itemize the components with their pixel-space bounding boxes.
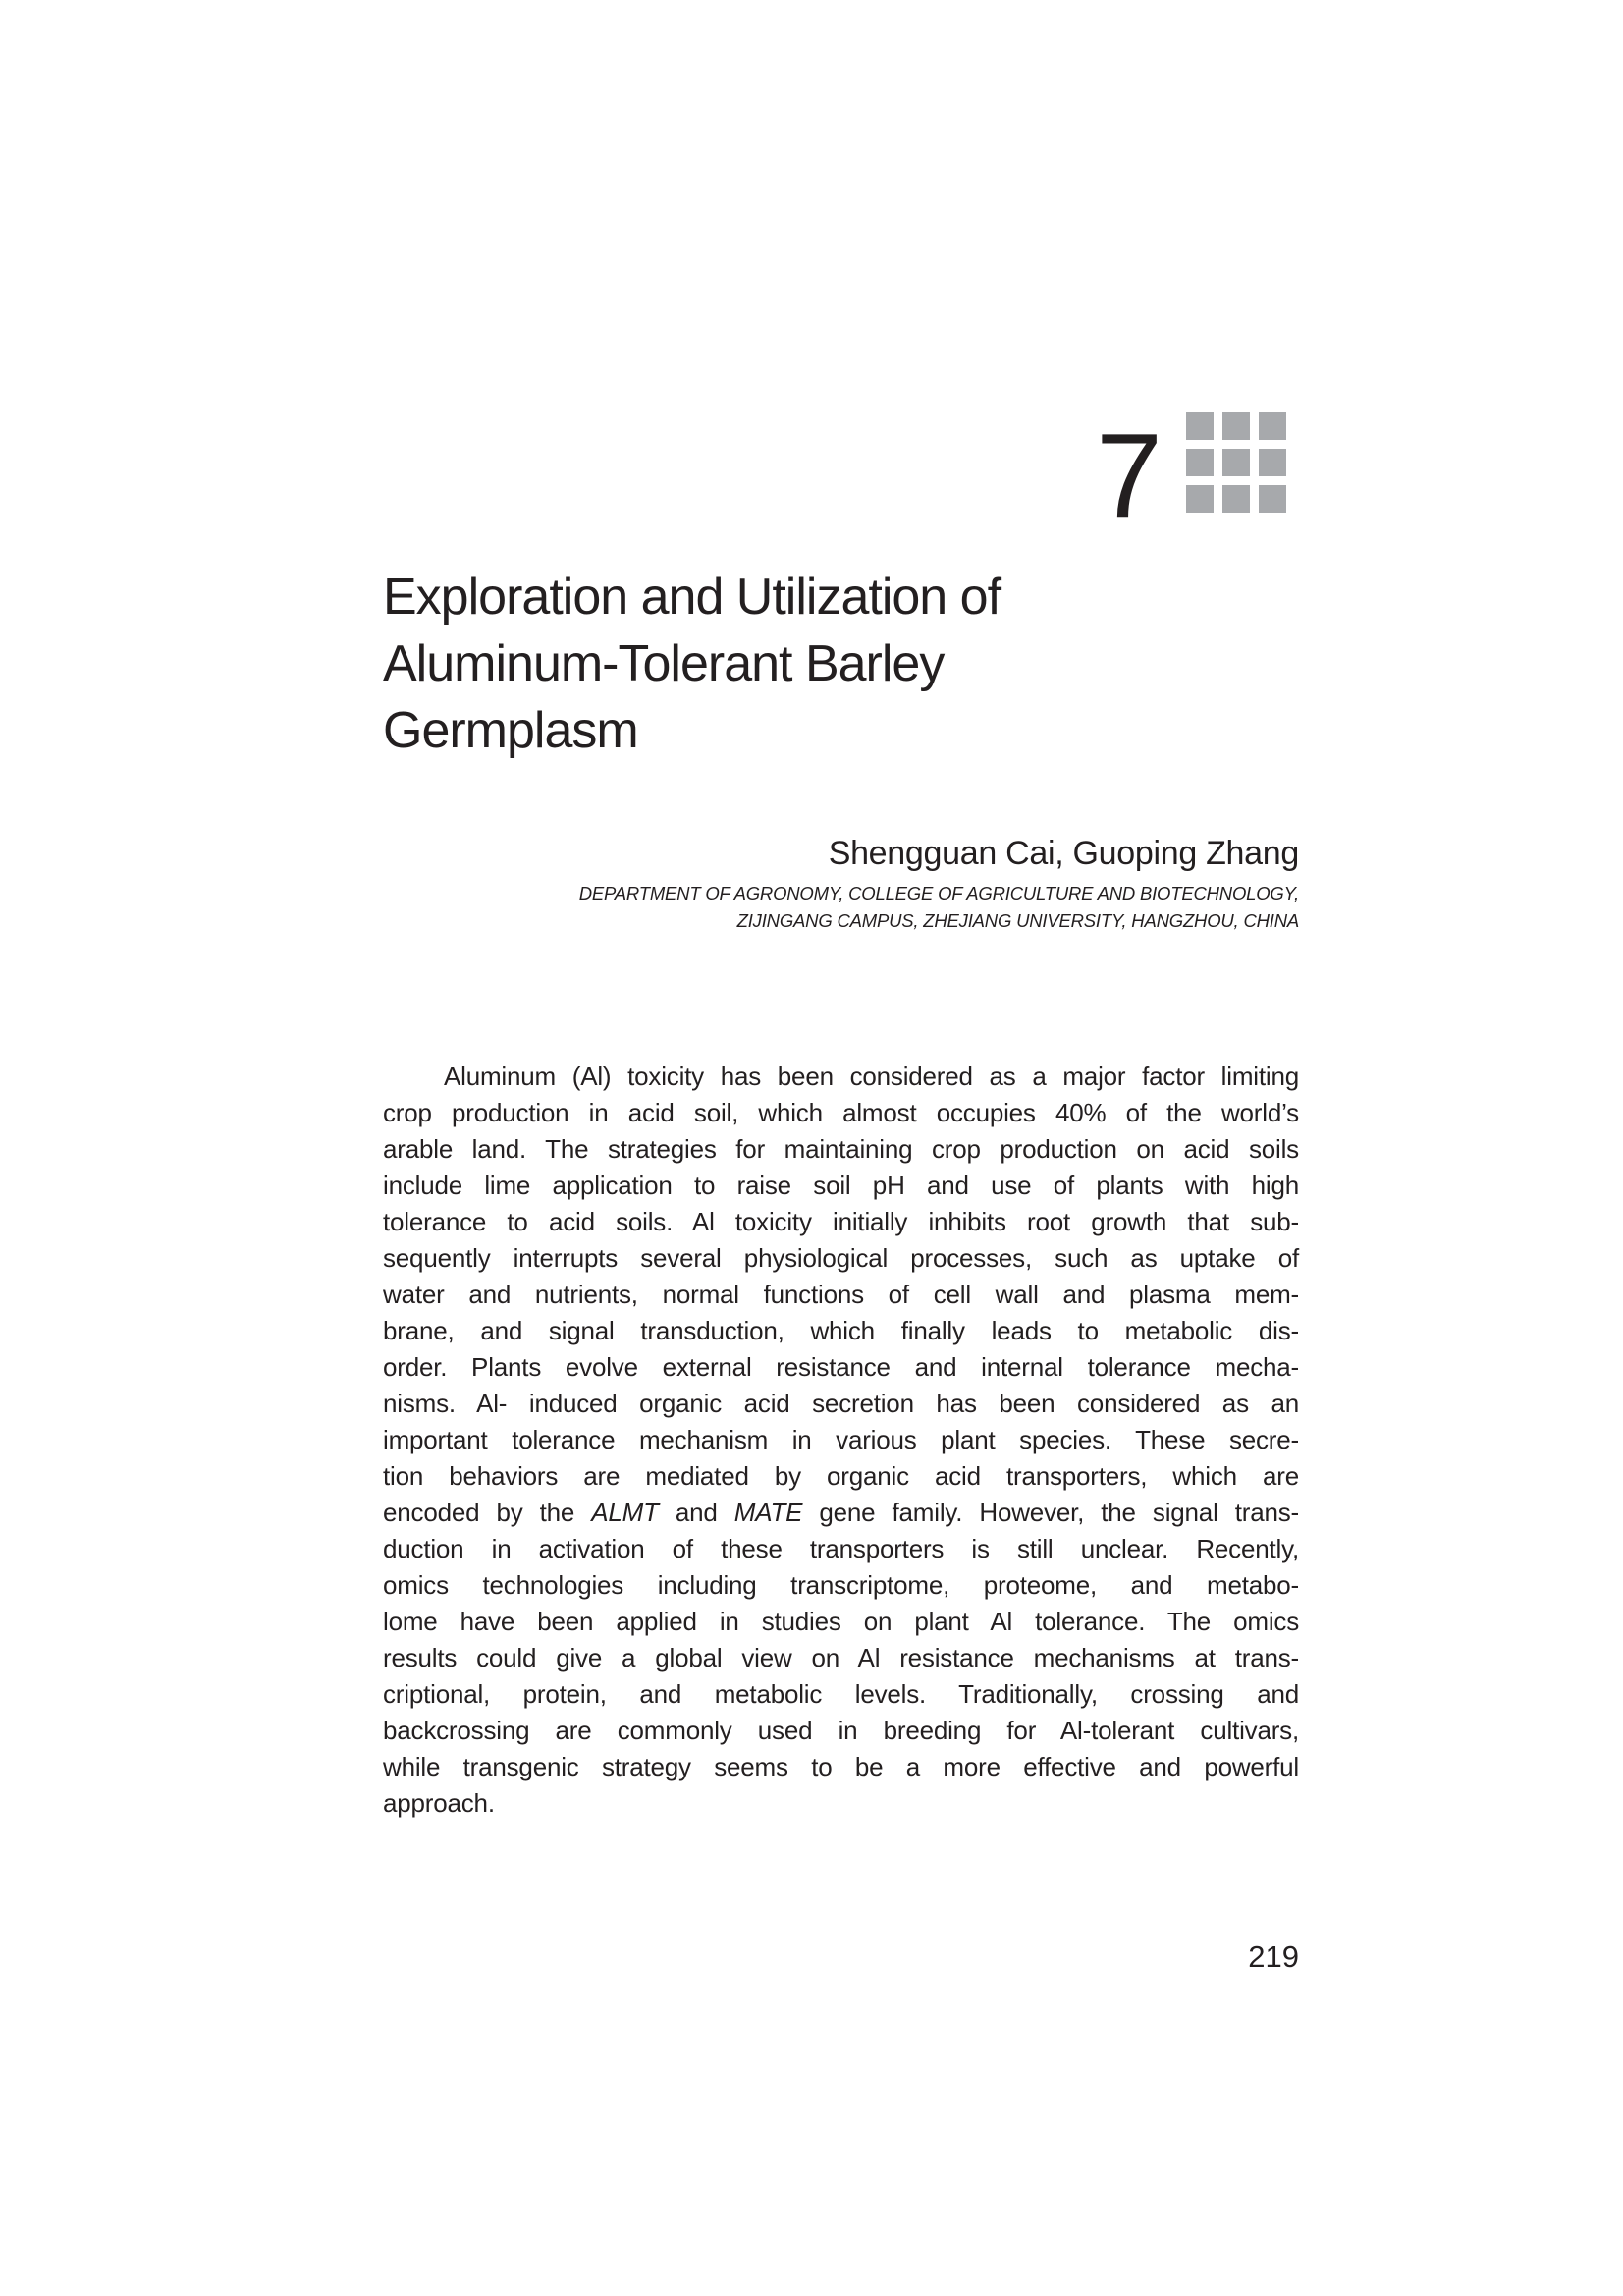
abstract-line: important tolerance mechanism in various plant species. These secre- — [383, 1425, 1299, 1454]
grid-square — [1186, 485, 1214, 513]
abstract-line: duction in activation of these transporters is still unclear. Recently, — [383, 1534, 1299, 1563]
affiliation-line: DEPARTMENT OF AGRONOMY, COLLEGE OF AGRICULTURE AND BIOTECHNOLOGY, — [578, 883, 1299, 903]
grid-square — [1259, 485, 1286, 513]
abstract-line: criptional, protein, and metabolic levels. Traditionally, crossing and — [383, 1679, 1299, 1709]
abstract-paragraph — [383, 1059, 1299, 1822]
abstract-line: arable land. The strategies for maintaining crop production on acid soils — [383, 1134, 1299, 1164]
abstract-line: water and nutrients, normal functions of cell wall and plasma mem- — [383, 1280, 1299, 1309]
chapter-title-line: Exploration and Utilization of — [383, 569, 1001, 626]
page-number: 219 — [1248, 1940, 1299, 1974]
affiliation — [383, 880, 1299, 935]
abstract-line: backcrossing are commonly used in breeding for Al-tolerant cultivars, — [383, 1716, 1299, 1745]
grid-square — [1222, 449, 1250, 476]
abstract-line: sequently interrupts several physiological processes, such as uptake of — [383, 1243, 1299, 1273]
grid-square — [1186, 412, 1214, 440]
abstract-line: nisms. Al- induced organic acid secretion has been considered as an — [383, 1389, 1299, 1418]
abstract-line: brane, and signal transduction, which finally leads to metabolic dis- — [383, 1316, 1299, 1345]
abstract-line: omics technologies including transcriptome, proteome, and metabo- — [383, 1570, 1299, 1600]
chapter-title-line: Germplasm — [383, 702, 638, 759]
grid-square — [1259, 449, 1286, 476]
chapter-title — [383, 564, 1316, 764]
abstract-line: approach. — [383, 1788, 495, 1818]
abstract-line: tion behaviors are mediated by organic acid transporters, which are — [383, 1461, 1299, 1491]
abstract-line: lome have been applied in studies on plant Al tolerance. The omics — [383, 1607, 1299, 1636]
chapter-grid-icon — [1186, 412, 1286, 513]
authors: Shengguan Cai, Guoping Zhang — [828, 835, 1299, 872]
abstract-line: crop production in acid soil, which almost occupies 40% of the world’s — [383, 1098, 1299, 1127]
abstract-line: include lime application to raise soil pH and use of plants with high — [383, 1171, 1299, 1200]
grid-square — [1259, 412, 1286, 440]
abstract-line: results could give a global view on Al resistance mechanisms at trans- — [383, 1643, 1299, 1672]
abstract-line: order. Plants evolve external resistance and internal tolerance mecha- — [383, 1352, 1299, 1382]
chapter-title-line: Aluminum-Tolerant Barley — [383, 635, 945, 692]
affiliation-line: ZIJINGANG CAMPUS, ZHEJIANG UNIVERSITY, HANGZHOU, CHINA — [736, 910, 1299, 931]
abstract-line: while transgenic strategy seems to be a more effective and powerful — [383, 1752, 1299, 1781]
chapter-number: 7 — [1096, 409, 1161, 542]
abstract-line: Aluminum (Al) toxicity has been considered as a major factor limiting — [444, 1062, 1299, 1091]
grid-square — [1186, 449, 1214, 476]
chapter-header — [1031, 409, 1286, 542]
grid-square — [1222, 485, 1250, 513]
abstract-line: encoded by the ALMT and MATE gene family. However, the signal trans- — [383, 1498, 1299, 1527]
byline — [383, 833, 1299, 935]
abstract-line: tolerance to acid soils. Al toxicity initially inhibits root growth that sub- — [383, 1207, 1299, 1236]
grid-square — [1222, 412, 1250, 440]
